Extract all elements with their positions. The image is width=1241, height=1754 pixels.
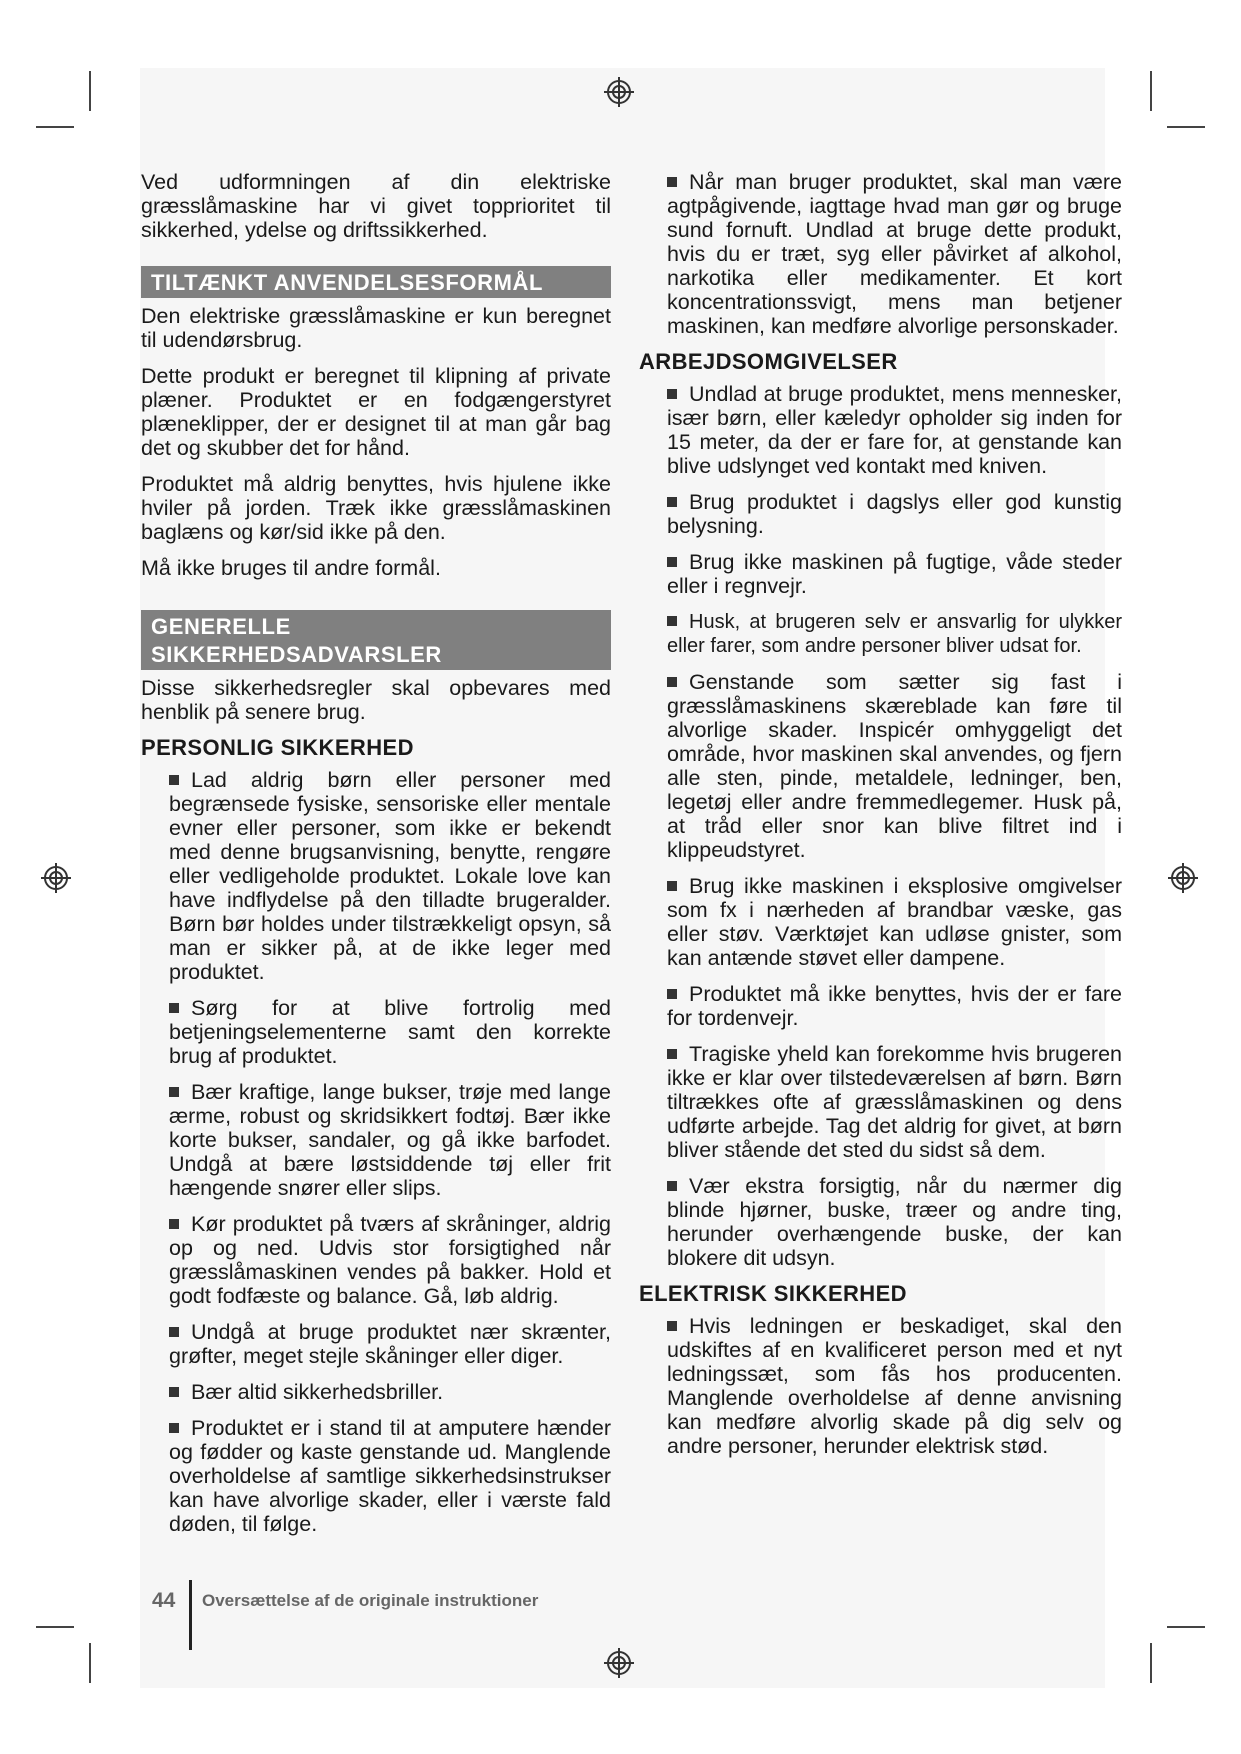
- paragraph: Må ikke bruges til andre formål.: [141, 556, 441, 580]
- banner-line: SIKKERHEDSADVARSLER: [151, 642, 442, 667]
- list-item: Genstande som sætter sig fast i græsslåmaskinens skæreblade kan føre til alvorlige skader. Inspicér omhyggeligt det område, hvor maskinen skal anvendes, og fjern alle sten, pinde, metaldele, ledninger, ben, legetøj eller andre fremmedlegemer. Husk på, at tråd eller snor kan blive filtret ind i klippeudstyret.: [667, 670, 1122, 862]
- heading-work-environment: ARBEJDSOMGIVELSER: [639, 349, 898, 374]
- list-item: Bær altid sikkerhedsbriller.: [169, 1380, 611, 1404]
- bullet-icon: [667, 881, 677, 891]
- bullet-icon: [169, 1003, 179, 1013]
- list-item: Sørg for at blive fortrolig med betjeningselementerne samt den korrekte brug af produktet.: [169, 996, 611, 1068]
- bullet-icon: [169, 1087, 179, 1097]
- work-environment-list: [641, 382, 1122, 1270]
- banner-line: GENERELLE: [151, 614, 291, 639]
- crop-mark-tr-v: [1150, 71, 1152, 111]
- section-banner-general-warnings: [141, 610, 611, 670]
- bullet-icon: [667, 557, 677, 567]
- registration-mark-icon: [604, 1648, 634, 1678]
- crop-mark-br-v: [1150, 1643, 1152, 1683]
- heading-electrical-safety: ELEKTRISK SIKKERHED: [639, 1281, 907, 1306]
- bullet-icon: [667, 1181, 677, 1191]
- crop-mark-br-h: [1167, 1626, 1205, 1628]
- section-banner-intended-use: TILTÆNKT ANVENDELSESFORMÅL: [141, 266, 611, 298]
- paragraph: Disse sikkerhedsregler skal opbevares med henblik på senere brug.: [141, 676, 611, 724]
- bullet-icon: [169, 775, 179, 785]
- right-top-list: [641, 170, 1122, 338]
- list-item: Brug ikke maskinen i eksplosive omgivelser som fx i nærheden af brandbar væske, gas eller støv. Værktøjet kan udløse gnister, som kan antænde støvet eller dampene.: [667, 874, 1122, 970]
- list-item: Undlad at bruge produktet, mens mennesker, især børn, eller kæledyr opholder sig inden for 15 meter, da der er fare for, at genstande kan blive udslynget ved kontakt med kniven.: [667, 382, 1122, 478]
- list-item: Kør produktet på tværs af skråninger, aldrig op og ned. Udvis stor forsigtighed når græsslåmaskinen vendes på bakker. Hold et godt fodfæste og balance. Gå, løb aldrig.: [169, 1212, 611, 1308]
- registration-mark-icon: [604, 77, 634, 107]
- bullet-icon: [169, 1423, 179, 1433]
- list-item: Vær ekstra forsigtig, når du nærmer dig blinde hjørner, buske, træer og andre ting, herunder overhængende buske, der kan blokere dit udsyn.: [667, 1174, 1122, 1270]
- crop-mark-bl-h: [36, 1626, 74, 1628]
- crop-mark-tr-h: [1167, 126, 1205, 128]
- crop-mark-bl-v: [89, 1643, 91, 1683]
- right-column: [641, 170, 1122, 1470]
- bullet-icon: [667, 677, 677, 687]
- bullet-icon: [169, 1387, 179, 1397]
- list-item: Produktet må ikke benyttes, hvis der er fare for tordenvejr.: [667, 982, 1122, 1030]
- list-item: Tragiske yheld kan forekomme hvis brugeren ikke er klar over tilstedeværelsen af børn. Børn tiltrækkes ofte af græsslåmaskinen og dens udførte arbejde. Tag det aldrig for givet, at børn bliver stående det sted du sidst så dem.: [667, 1042, 1122, 1162]
- electrical-safety-list: [641, 1314, 1122, 1458]
- list-item: Brug produktet i dagslys eller god kunstig belysning.: [667, 490, 1122, 538]
- list-item: Hvis ledningen er beskadiget, skal den udskiftes af en kvalificeret person med et nyt ledningssæt, som fås hos producenten. Manglende overholdelse af denne anvisning kan medføre alvorlig skade på dig selv og andre personer, herunder elektrisk stød.: [667, 1314, 1122, 1458]
- paragraph: Den elektriske græsslåmaskine er kun beregnet til udendørsbrug.: [141, 304, 611, 352]
- crop-mark-tl-h: [36, 126, 74, 128]
- bullet-icon: [667, 389, 677, 399]
- intro-paragraph: Ved udformningen af din elektriske græsslåmaskine har vi givet topprioritet til sikkerhed, ydelse og driftssikkerhed.: [141, 170, 611, 242]
- paragraph: Produktet må aldrig benyttes, hvis hjulene ikke hviler på jorden. Træk ikke græsslåmaskinen baglæns og kør/sid ikke på den.: [141, 472, 611, 544]
- personal-safety-list: [141, 768, 611, 1536]
- heading-personal-safety: PERSONLIG SIKKERHED: [141, 735, 414, 760]
- bullet-icon: [667, 497, 677, 507]
- bullet-icon: [667, 616, 677, 626]
- bullet-icon: [667, 1049, 677, 1059]
- footer-divider: [189, 1580, 192, 1650]
- page-number: 44: [152, 1589, 176, 1612]
- left-column: [141, 170, 611, 1548]
- bullet-icon: [169, 1219, 179, 1229]
- bullet-icon: [169, 1327, 179, 1337]
- bullet-icon: [667, 177, 677, 187]
- footer-caption: Oversættelse af de originale instruktioner: [202, 1591, 539, 1610]
- list-item: Bær kraftige, lange bukser, trøje med lange ærme, robust og skridsikkert fodtøj. Bær ikke korte bukser, sandaler, og gå ikke barfodet. Undgå at bære løstsiddende tøj eller frit hængende snører eller slips.: [169, 1080, 611, 1200]
- list-item: Brug ikke maskinen på fugtige, våde steder eller i regnvejr.: [667, 550, 1122, 598]
- registration-mark-icon: [41, 863, 71, 893]
- list-item: Lad aldrig børn eller personer med begrænsede fysiske, sensoriske eller mentale evner eller personer, som ikke er bekendt med denne brugsanvisning, benytte, rengøre eller vedligeholde produktet. Lokale love kan have indflydelse på den tilladte brugeralder. Børn bør holdes under tilstrækkeligt opsyn, så man er sikker på, at de ikke leger med produktet.: [169, 768, 611, 984]
- list-item: Husk, at brugeren selv er ansvarlig for ulykker eller farer, som andre personer bliver udsat for.: [667, 611, 1122, 657]
- registration-mark-icon: [1168, 863, 1198, 893]
- list-item: Når man bruger produktet, skal man være agtpågivende, iagttage hvad man gør og bruge sund fornuft. Undlad at bruge dette produkt, hvis du er træt, syg eller påvirket af alkohol, narkotika eller medikamenter. Et kort koncentrationssvigt, mens man betjener maskinen, kan medføre alvorlige personskader.: [667, 170, 1122, 338]
- bullet-icon: [667, 989, 677, 999]
- bullet-icon: [667, 1321, 677, 1331]
- crop-mark-tl-v: [89, 71, 91, 111]
- list-item: Produktet er i stand til at amputere hænder og fødder og kaste genstande ud. Manglende overholdelse af samtlige sikkerhedsinstrukser kan have alvorlige skader, eller i værste fald døden, til følge.: [169, 1416, 611, 1536]
- list-item: Undgå at bruge produktet nær skrænter, grøfter, meget stejle skåninger eller diger.: [169, 1320, 611, 1368]
- paragraph: Dette produkt er beregnet til klipning af private plæner. Produktet er en fodgængerstyret plæneklipper, der er designet til at man går bag det og skubber det for hånd.: [141, 364, 611, 460]
